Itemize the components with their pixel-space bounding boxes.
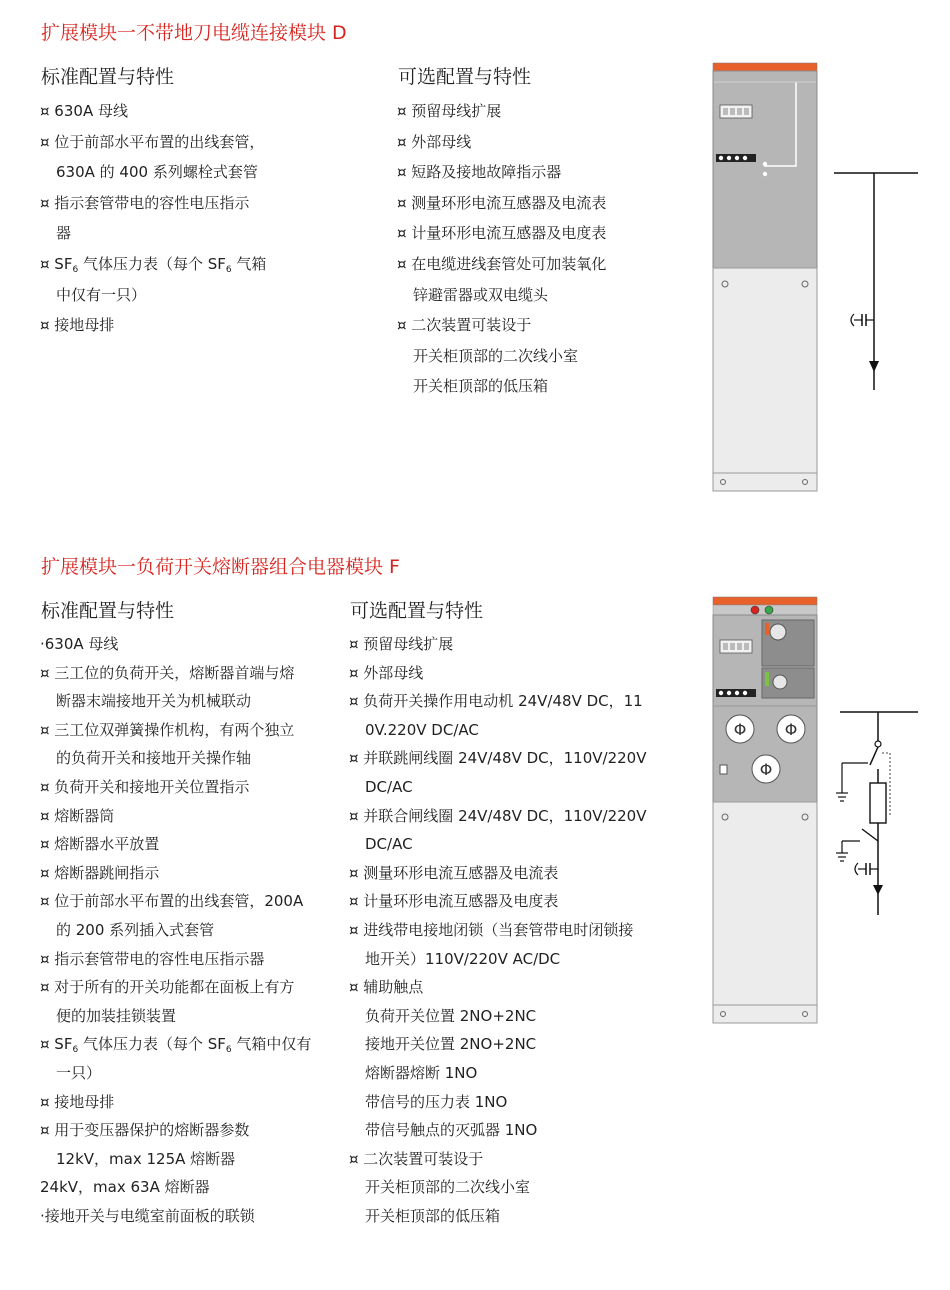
list-item: ¤ $SF_6$ 气体压力表（每个 $SF_6$ 气箱中仅有 bbox=[40, 1035, 312, 1056]
list-item: ¤ 测量环形电流互感器及电流表 bbox=[397, 193, 607, 212]
svg-text:Φ: Φ bbox=[733, 720, 747, 739]
list-item: ¤ 外部母线 bbox=[397, 132, 472, 151]
list-item: ·接地开关与电缆室前面板的联锁 bbox=[40, 1206, 255, 1225]
cabinet-f-illustration bbox=[712, 596, 820, 1028]
list-item: 开关柜顶部的二次线小室 bbox=[365, 1178, 531, 1197]
list-item: ¤ 外部母线 bbox=[349, 663, 424, 682]
list-item: ¤ $SF_6$ 气体压力表（每个 $SF_6$ 气箱 bbox=[40, 254, 267, 275]
list-item: ¤ 接地母排 bbox=[40, 316, 115, 335]
list-item: 24kV，max 63A 熔断器 bbox=[40, 1178, 210, 1197]
list-item: ¤ 计量环形电流互感器及电度表 bbox=[349, 892, 559, 911]
section-f-standard-heading: 标准配置与特性 bbox=[41, 600, 175, 622]
list-item: ¤ 辅助触点 bbox=[349, 978, 424, 997]
list-item: 带信号的压力表 1NO bbox=[365, 1092, 508, 1111]
list-item: ¤ 并联跳闸线圈 24V/48V DC，110V/220V bbox=[349, 749, 647, 768]
list-item: 便的加装挂锁装置 bbox=[56, 1006, 177, 1025]
section-d-standard-list bbox=[40, 96, 350, 341]
list-item: 地开关）110V/220V AC/DC bbox=[365, 949, 561, 968]
section-f-optional-heading: 可选配置与特性 bbox=[350, 600, 484, 622]
list-item: 开关柜顶部的低压箱 bbox=[365, 1206, 501, 1225]
list-item: ¤ 位于前部水平布置的出线套管， bbox=[40, 132, 265, 151]
list-item: 的负荷开关和接地开关操作轴 bbox=[56, 749, 252, 768]
list-item: ¤ 三工位双弹簧操作机构，有两个独立 bbox=[40, 720, 295, 739]
section-f-optional-list bbox=[349, 630, 689, 1230]
section-d-optional-heading: 可选配置与特性 bbox=[398, 66, 532, 88]
list-item: 0V.220V DC/AC bbox=[365, 720, 479, 739]
list-item: 负荷开关位置 2NO+2NC bbox=[365, 1006, 537, 1025]
list-item: 中仅有一只） bbox=[56, 285, 147, 304]
section-d-standard-heading: 标准配置与特性 bbox=[41, 66, 175, 88]
list-item: ¤ 短路及接地故障指示器 bbox=[397, 163, 562, 182]
list-item: ¤ 熔断器水平放置 bbox=[40, 835, 160, 854]
list-item: ¤ 预留母线扩展 bbox=[397, 102, 502, 120]
list-item: ¤ 熔断器筒 bbox=[40, 806, 115, 825]
list-item: ¤ 测量环形电流互感器及电流表 bbox=[349, 863, 559, 882]
list-item: ¤ 熔断器跳闸指示 bbox=[40, 863, 160, 882]
list-item: ¤ 接地母排 bbox=[40, 1092, 115, 1111]
list-item: ·630A 母线 bbox=[40, 635, 119, 653]
single-line-diagram-f bbox=[832, 705, 922, 920]
list-item: ¤ 进线带电接地闭锁（当套管带电时闭锁接 bbox=[349, 920, 634, 939]
list-item: ¤ 指示套管带电的容性电压指示器 bbox=[40, 949, 265, 968]
section-f-standard-list bbox=[40, 630, 340, 1230]
list-item: 12kV，max 125A 熔断器 bbox=[56, 1149, 236, 1168]
list-item: 断器末端接地开关为机械联动 bbox=[56, 692, 252, 711]
list-item: ¤ 并联合闸线圈 24V/48V DC，110V/220V bbox=[349, 806, 647, 825]
section-d-title: 扩展模块一不带地刀电缆连接模块 D bbox=[41, 22, 347, 44]
list-item: ¤ 用于变压器保护的熔断器参数 bbox=[40, 1121, 250, 1140]
list-item: 锌避雷器或双电缆头 bbox=[413, 285, 549, 304]
section-f-title: 扩展模块一负荷开关熔断器组合电器模块 F bbox=[41, 556, 400, 578]
list-item: ¤ 二次装置可装设于 bbox=[397, 316, 532, 335]
list-item: 接地开关位置 2NO+2NC bbox=[365, 1035, 537, 1054]
list-item: 带信号触点的灭弧器 1NO bbox=[365, 1121, 538, 1140]
list-item: ¤ 指示套管带电的容性电压指示 bbox=[40, 193, 250, 212]
svg-text:Φ: Φ bbox=[784, 720, 798, 739]
list-item: 开关柜顶部的二次线小室 bbox=[413, 346, 579, 365]
list-item: ¤ 位于前部水平布置的出线套管，200A bbox=[40, 892, 304, 911]
list-item: ¤ 负荷开关操作用电动机 24V/48V DC，11 bbox=[349, 692, 643, 711]
list-item: DC/AC bbox=[365, 835, 413, 854]
list-item: 的 200 系列插入式套管 bbox=[56, 920, 215, 939]
list-item: ¤ 630A 母线 bbox=[40, 102, 128, 120]
section-d-optional-list bbox=[397, 96, 697, 402]
cabinet-d-illustration bbox=[712, 62, 820, 494]
list-item: 一只） bbox=[56, 1063, 102, 1082]
list-item: ¤ 计量环形电流互感器及电度表 bbox=[397, 224, 607, 243]
list-item: ¤ 在电缆进线套管处可加装氧化 bbox=[397, 254, 607, 273]
list-item: ¤ 对于所有的开关功能都在面板上有方 bbox=[40, 978, 295, 997]
list-item: 630A 的 400 系列螺栓式套管 bbox=[56, 163, 258, 182]
svg-text:Φ: Φ bbox=[759, 760, 773, 779]
list-item: DC/AC bbox=[365, 777, 413, 796]
list-item: ¤ 二次装置可装设于 bbox=[349, 1149, 484, 1168]
list-item: ¤ 三工位的负荷开关，熔断器首端与熔 bbox=[40, 663, 295, 682]
list-item: 器 bbox=[56, 224, 72, 243]
list-item: 熔断器熔断 1NO bbox=[365, 1063, 478, 1082]
list-item: ¤ 负荷开关和接地开关位置指示 bbox=[40, 777, 250, 796]
list-item: ¤ 预留母线扩展 bbox=[349, 635, 454, 653]
single-line-diagram-d bbox=[830, 165, 920, 395]
list-item: 开关柜顶部的低压箱 bbox=[413, 377, 549, 396]
